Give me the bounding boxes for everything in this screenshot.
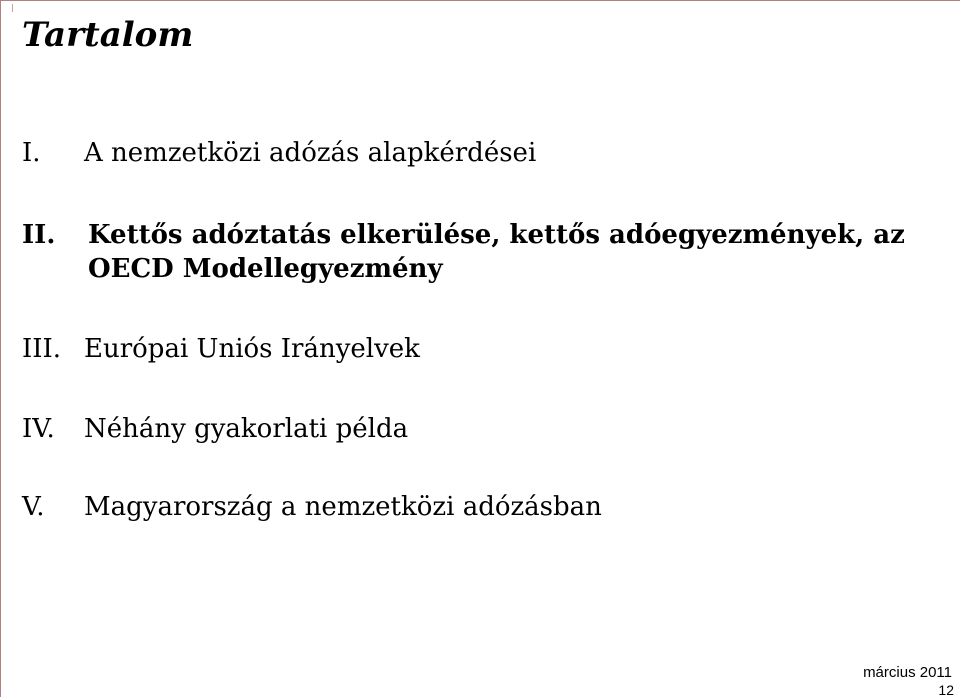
toc-item-text: A nemzetközi adózás alapkérdései: [84, 138, 537, 168]
toc-item-text: Magyarország a nemzetközi adózásban: [84, 492, 602, 522]
page-number: 12: [938, 682, 954, 698]
toc-item-number: V.: [22, 492, 45, 522]
toc-item-text: Néhány gyakorlati példa: [84, 414, 409, 444]
slide-frame-left: [0, 0, 1, 697]
footer-date: március 2011: [863, 664, 952, 681]
toc-item-text: Európai Uniós Irányelvek: [84, 334, 420, 364]
toc-item-1: [22, 136, 952, 170]
toc-item-5: [22, 490, 952, 524]
toc-item-text: Kettős adóztatás elkerülése, kettős adóegyezmények, az OECD Modellegyezmény: [88, 220, 905, 284]
toc-item-2: [22, 218, 952, 286]
toc-item-3: [22, 332, 952, 366]
toc-item-number: I.: [22, 138, 41, 168]
slide-title: Tartalom: [22, 15, 194, 55]
toc-item-number: II.: [22, 220, 56, 250]
slide-frame-corner: [12, 4, 13, 12]
toc-item-number: IV.: [22, 414, 55, 444]
slide-frame-top: [0, 0, 960, 8]
toc-item-4: [22, 412, 952, 446]
toc-item-number: III.: [22, 334, 62, 364]
